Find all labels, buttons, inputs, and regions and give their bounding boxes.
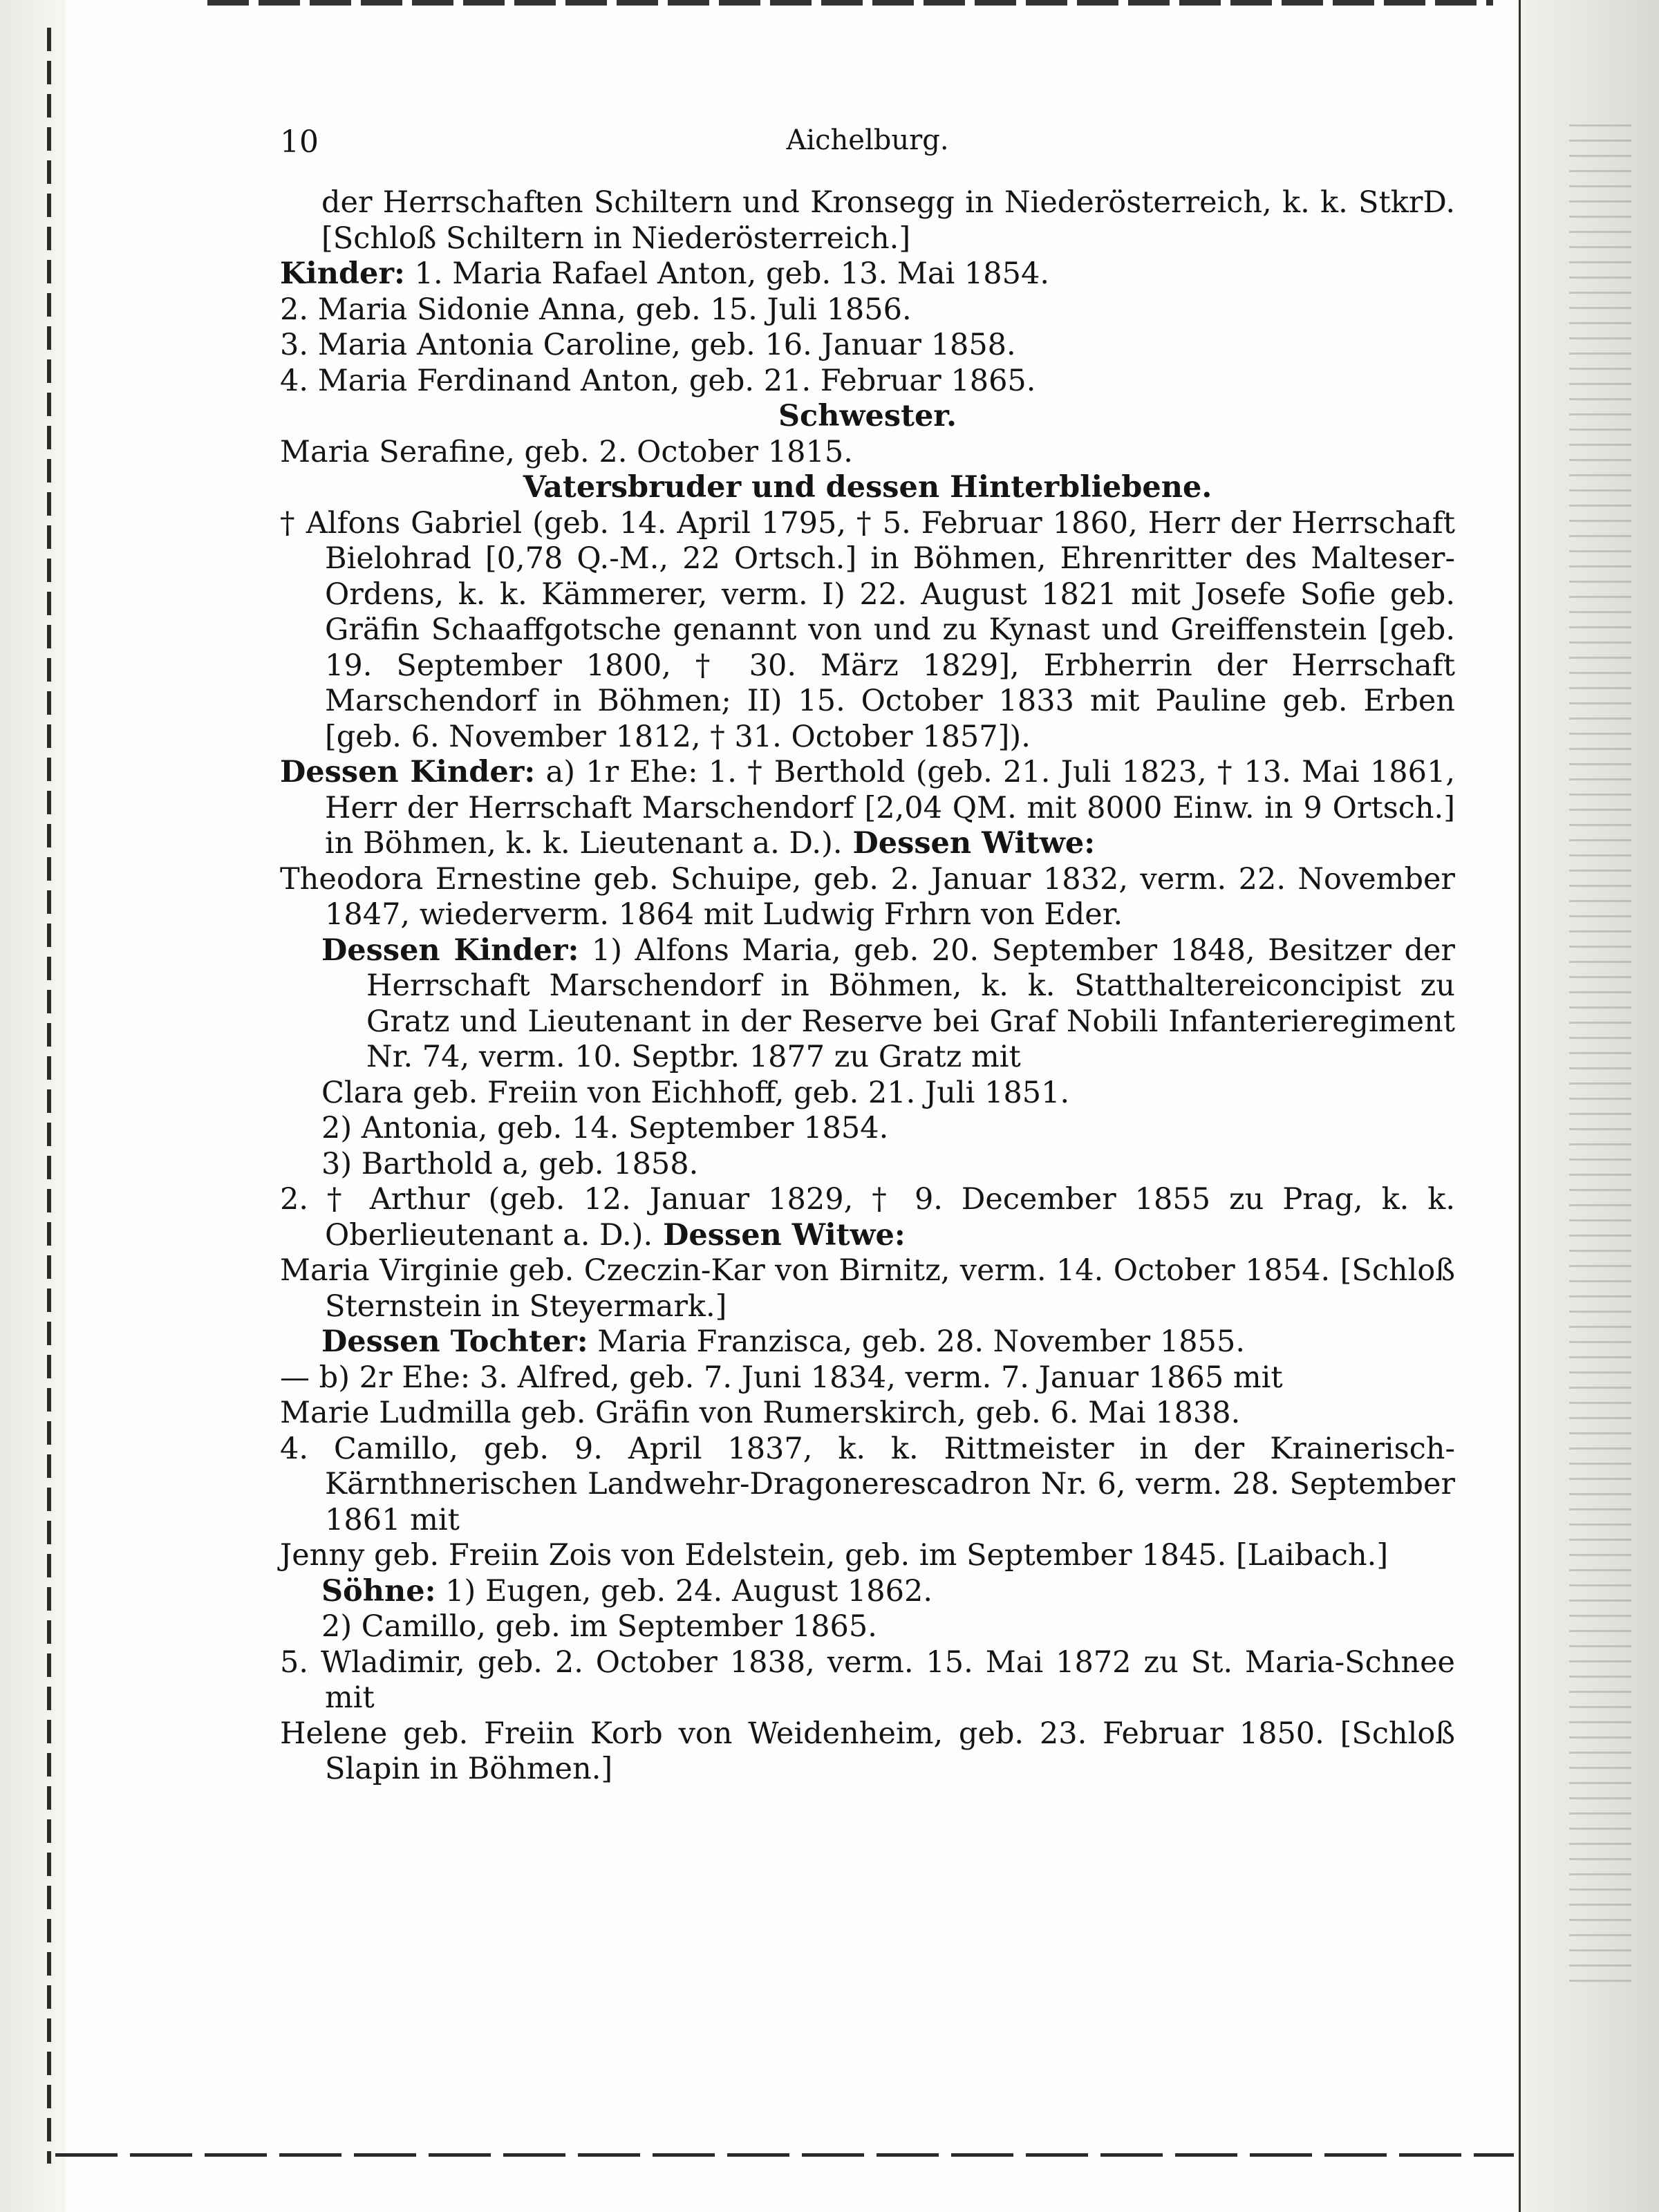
page-number: 10 [280, 124, 319, 160]
arthur-witwe-label: Dessen Witwe: [653, 1217, 906, 1253]
eugen-entry: 1) Eugen, geb. 24. August 1862. [435, 1573, 933, 1609]
page-header [280, 124, 1455, 173]
kind-4: 4. Maria Ferdinand Anton, geb. 21. Februar 1865. [280, 363, 1036, 398]
arthur-entry [280, 1182, 1455, 1253]
tochter-text: Maria Franzisca, geb. 28. November 1855. [588, 1324, 1246, 1359]
ludmilla-entry: Marie Ludmilla geb. Gräfin von Rumerskirch, geb. 6. Mai 1838. [280, 1396, 1241, 1430]
dessen-kinder-label: Dessen Kinder: [280, 755, 536, 789]
kind-1: 1. Maria Rafael Anton, geb. 13. Mai 1854. [404, 256, 1050, 291]
soehne-line-2: 2) Camillo, geb. im September 1865. [321, 1609, 877, 1644]
tochter-entry [280, 1324, 1455, 1360]
helene-entry: Helene geb. Freiin Korb von Weidenheim, geb. 23. Februar 1850. [Schloß Slapin in Böhmen.] [280, 1716, 1455, 1786]
bottom-rule [55, 2153, 1514, 2157]
theodora-kinder-entry [280, 933, 1455, 1076]
page-body [280, 185, 1455, 1788]
facing-page-text [1569, 124, 1631, 1991]
top-rule [207, 0, 1493, 6]
theodora-kinder-label: Dessen Kinder: [321, 932, 579, 968]
alfons-maria-entry: 1) Alfons Maria, geb. 20. September 1848, Besitzer der Herrschaft Marschendorf in Böhmen, k. k. Statthaltereiconcipist zu Gratz und Lieutenant in der Reserve bei Graf Nobili Infanterieregiment Nr. 74, verm. 10. Septbr. 1877 zu Gratz mit [366, 932, 1455, 1074]
left-gutter [0, 0, 66, 2212]
heading-vatersbruder: Vatersbruder und dessen Hinterbliebene. [523, 470, 1212, 505]
tochter-label: Dessen Tochter: [321, 1324, 588, 1359]
antonia-entry: 2) Antonia, geb. 14. September 1854. [321, 1111, 889, 1145]
clara-entry: Clara geb. Freiin von Eichhoff, geb. 21. Juli 1851. [321, 1075, 1070, 1110]
dessen-kinder-entry [280, 755, 1455, 862]
camillo-entry: 4. Camillo, geb. 9. April 1837, k. k. Rittmeister in der Krainerisch-Kärnthnerischen Landwehr-Dragonerescadron Nr. 6, verm. 28. September 1861 mit [280, 1431, 1455, 1537]
arthur-text: 2. † Arthur (geb. 12. Januar 1829, † 9. December 1855 zu Prag, k. k. Oberlieutenant a. D.). [280, 1182, 1455, 1253]
kind-2: 2. Maria Sidonie Anna, geb. 15. Juli 1856. [280, 292, 912, 327]
kinder-line-1 [280, 256, 1455, 292]
dessen-witwe-label: Dessen Witwe: [842, 826, 1096, 861]
facing-page-edge [1519, 0, 1659, 2212]
jenny-entry: Jenny geb. Freiin Zois von Edelstein, geb. im September 1845. [Laibach.] [280, 1538, 1389, 1573]
virginie-entry: Maria Virginie geb. Czeczin-Kar von Birnitz, verm. 14. October 1854. [Schloß Sternstein in Steyermark.] [280, 1253, 1455, 1324]
berthold-entry: a) 1r Ehe: 1. † Berthold (geb. 21. Juli 1823, † 13. Mai 1861, Herr der Herrschaft Marschendorf [2,04 QM. mit 8000 Einw. in 9 Ortsch.] in Böhmen, k. k. Lieutenant a. D.). [325, 755, 1455, 861]
running-head: Aichelburg. [786, 124, 949, 156]
alfred-entry: — b) 2r Ehe: 3. Alfred, geb. 7. Juni 1834, verm. 7. Januar 1865 mit [280, 1360, 1283, 1395]
spine-line [47, 28, 51, 2164]
soehne-label: Söhne: [321, 1573, 436, 1609]
entry-continuation: der Herrschaften Schiltern und Kronsegg in Niederösterreich, k. k. StkrD. [Schloß Schiltern in Niederösterreich.] [321, 185, 1455, 256]
heading-schwester: Schwester. [778, 399, 957, 433]
alfons-entry: † Alfons Gabriel (geb. 14. April 1795, † 5. Februar 1860, Herr der Herrschaft Bielohrad [0,78 Q.-M., 22 Ortsch.] in Böhmen, Ehrenritter des Malteser-Ordens, k. k. Kämmerer, verm. I) 22. August 1821 mit Josefe Sofie geb. Gräfin Schaaffgotsche genannt von und zu Kynast und Greiffenstein [geb. 19. September 1800, † 30. März 1829], Erbherrin der Herrschaft Marschendorf in Böhmen; II) 15. October 1833 mit Pauline geb. Erben [geb. 6. November 1812, † 31. October 1857]). [280, 505, 1455, 754]
theodora-entry: Theodora Ernestine geb. Schuipe, geb. 2. Januar 1832, verm. 22. November 1847, wiederverm. 1864 mit Ludwig Frhrn von Eder. [280, 861, 1455, 932]
barthold-entry: 3) Barthold a, geb. 1858. [321, 1146, 699, 1181]
kinder-label: Kinder: [280, 256, 405, 291]
schwester-entry: Maria Serafine, geb. 2. October 1815. [280, 434, 853, 469]
soehne-line-1 [280, 1574, 1455, 1610]
wladimir-entry: 5. Wladimir, geb. 2. October 1838, verm. 15. Mai 1872 zu St. Maria-Schnee mit [280, 1644, 1455, 1715]
kind-3: 3. Maria Antonia Caroline, geb. 16. Januar 1858. [280, 328, 1016, 362]
